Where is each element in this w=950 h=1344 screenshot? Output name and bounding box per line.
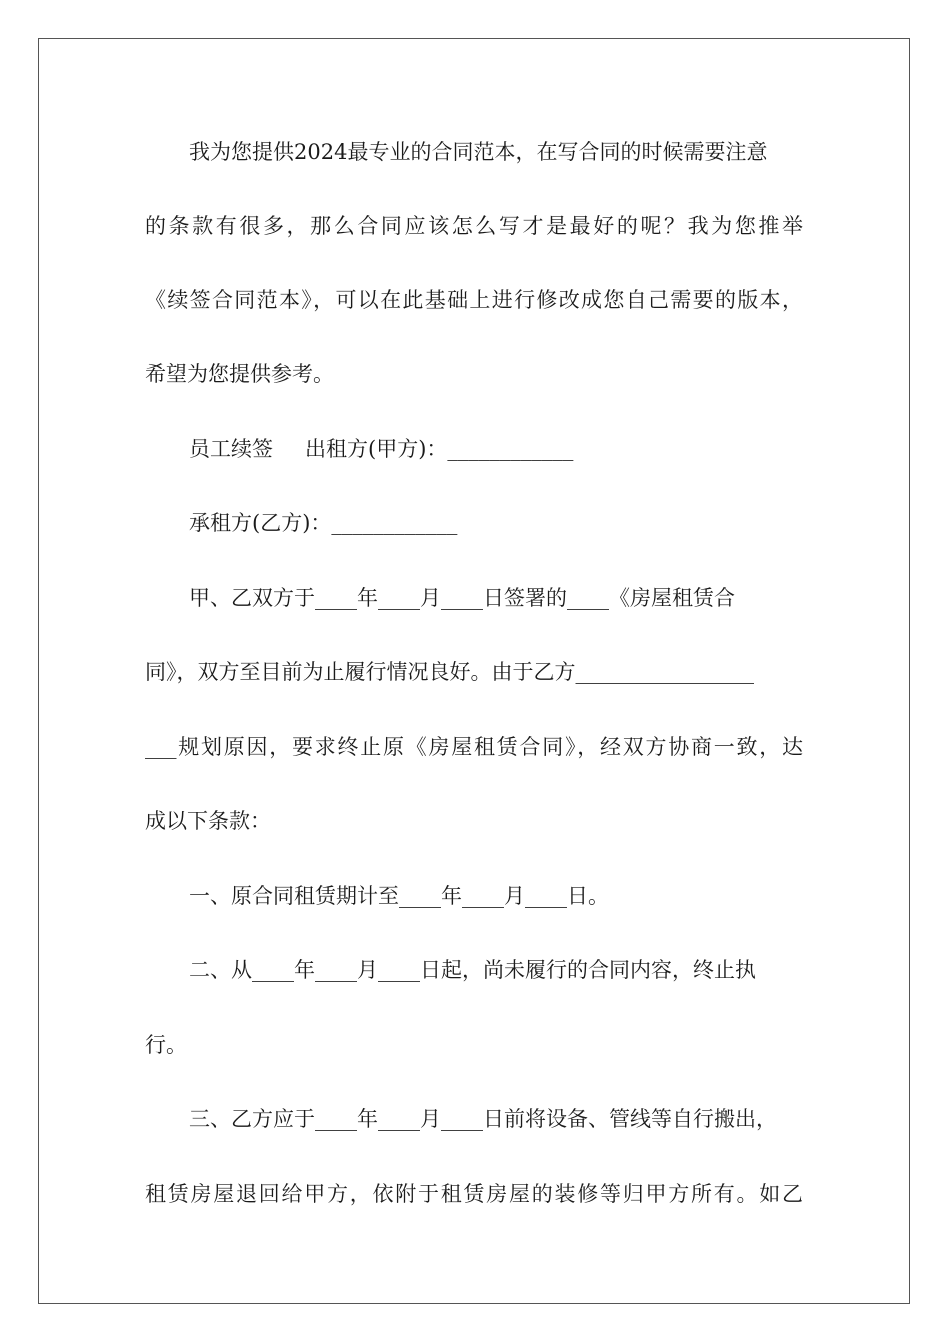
title-label: 员工续签: [189, 437, 273, 461]
paragraph-line: 行。: [145, 1033, 187, 1057]
paragraph-line: 的条款有很多，那么合同应该怎么写才是最好的呢？我为您推举: [145, 214, 803, 238]
clause-1: 一、原合同租赁期计至____年____月____日。: [189, 884, 609, 908]
paragraph-line: 我为您提供2024最专业的合同范本，在写合同的时候需要注意: [189, 140, 768, 164]
lessor-line: [189, 439, 573, 460]
paragraph-line: 同》，双方至目前为止履行情况良好。由于乙方_________________: [145, 660, 754, 684]
clause-3: 三、乙方应于____年____月____日前将设备、管线等自行搬出，: [189, 1107, 777, 1131]
paragraph-line: ___规划原因，要求终止原《房屋租赁合同》，经双方协商一致，达: [145, 735, 803, 759]
clause-2: 二、从____年____月____日起，尚未履行的合同内容，终止执: [189, 958, 756, 982]
paragraph-line: 《续签合同范本》，可以在此基础上进行修改成您自己需要的版本，: [145, 288, 803, 312]
paragraph-line: 甲、乙双方于____年____月____日签署的____《房屋租赁合: [189, 586, 735, 610]
paragraph-line: 希望为您提供参考。: [145, 362, 334, 386]
paragraph-line: 租赁房屋退回给甲方，依附于租赁房屋的装修等归甲方所有。如乙: [145, 1182, 803, 1206]
paragraph-line: 成以下条款：: [145, 809, 271, 833]
lessee-line: 承租方(乙方)：____________: [189, 511, 458, 535]
lessor-field: 出租方(甲方)：____________: [305, 437, 574, 461]
